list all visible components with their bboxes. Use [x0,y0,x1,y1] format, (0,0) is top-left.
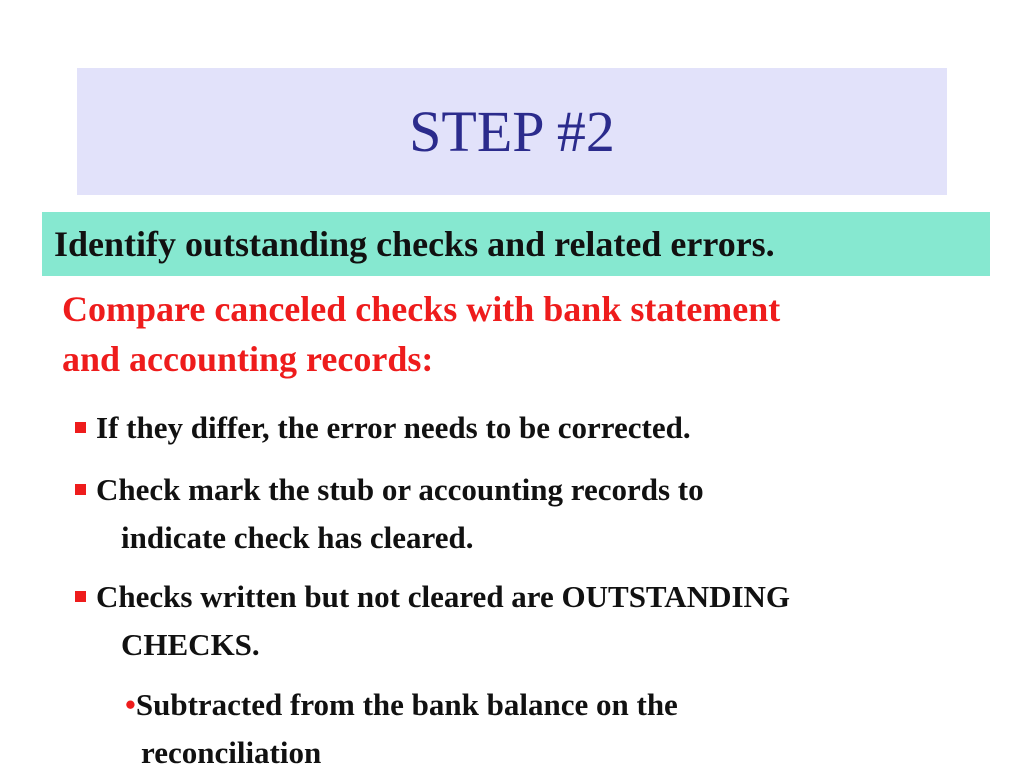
bullet-2-line-1: Check mark the stub or accounting records to [96,472,704,507]
sub-bullet-item [125,681,678,777]
slide-title: STEP #2 [409,98,615,164]
bullet-item-2 [75,466,704,562]
bullet-item-3 [75,573,790,669]
bullet-item-1 [75,404,691,452]
title-banner [77,68,947,195]
intro-line-2: and accounting records: [62,339,434,379]
slide-subtitle: Identify outstanding checks and related errors. [54,224,775,264]
bullet-3-line-2: CHECKS. [121,627,260,662]
dot-bullet-icon: • [125,687,136,722]
square-bullet-icon [75,422,86,433]
bullet-3-line-1: Checks written but not cleared are OUTSTANDING [96,579,791,614]
square-bullet-icon [75,591,86,602]
sub-bullet-line-2: reconciliation [141,735,322,770]
bullet-1-line-1: If they differ, the error needs to be corrected. [96,410,691,445]
intro-text [62,284,992,384]
bullet-2-line-2: indicate check has cleared. [121,520,474,555]
square-bullet-icon [75,484,86,495]
subtitle-banner [42,212,990,276]
sub-bullet-line-1: Subtracted from the bank balance on the [135,687,678,722]
intro-line-1: Compare canceled checks with bank statement [62,289,781,329]
